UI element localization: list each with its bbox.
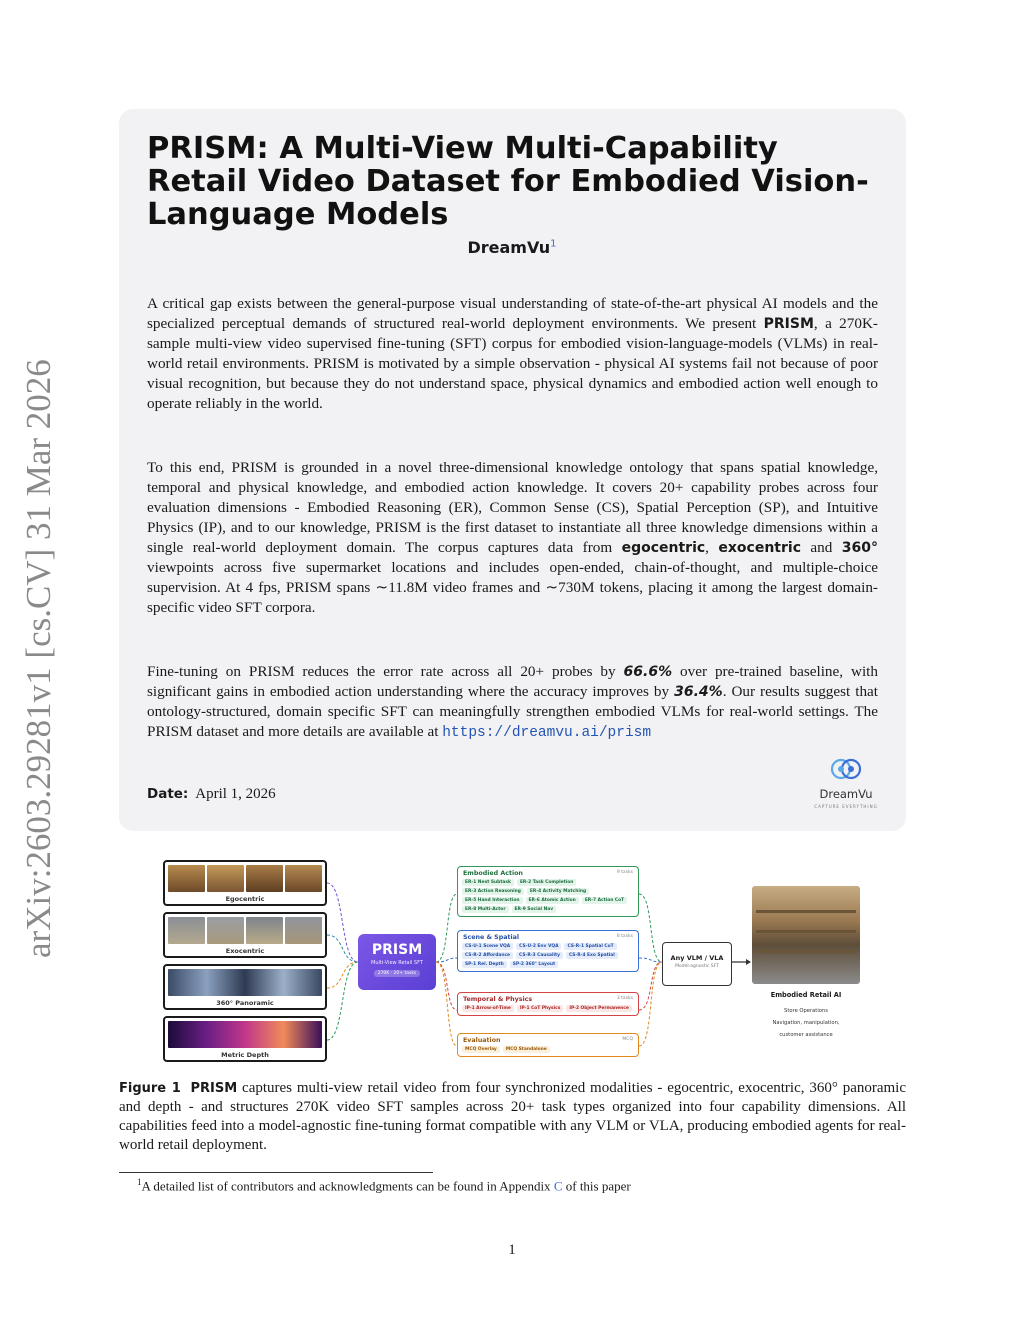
abstract-text: over pre-trained baseline, with significant gains in embodied action understanding where the accuracy improves by xyxy=(147,663,878,700)
abstract-text: , xyxy=(705,539,719,556)
group-chips xyxy=(458,879,638,916)
task-chip: CS-R-2 Affordance xyxy=(462,952,513,959)
footnote xyxy=(137,1177,631,1194)
vlm-node xyxy=(662,942,732,986)
retail-robot-photo xyxy=(752,886,860,984)
task-chip: CS-U-2 Env VQA xyxy=(516,943,561,950)
task-chip: SP-1 Rel. Depth xyxy=(462,961,507,968)
viewpoint-egocentric: egocentric xyxy=(621,540,706,556)
prism-node-subtitle: Multi-View Retail SFT xyxy=(371,960,423,966)
prism-node-title: PRISM xyxy=(371,942,423,958)
caption-text: captures multi-view retail video from four synchronized modalities - egocentric, exocentric, 360° panoramic and depth - and structures 270K video SFT samples across 20+ task types organized into four capability dimensions. All capabilities feed into a model-agnostic fine-tuning format compatible with any VLM or VLA, producing embodied agents for real-world retail deployment. xyxy=(119,1080,906,1153)
paper-title: PRISM: A Multi-View Multi-Capability Retail Video Dataset for Embodied Vision-Language Models xyxy=(147,131,869,232)
author-line xyxy=(0,238,1024,257)
abstract-paragraph-3 xyxy=(147,662,878,743)
prism-node-badge: 270K · 20+ tasks xyxy=(374,970,420,977)
task-chip: ER-7 Action CoT xyxy=(582,897,627,904)
output-title: Embodied Retail AI xyxy=(770,991,842,999)
page-number: 1 xyxy=(508,1242,516,1258)
output-lines xyxy=(740,1005,872,1041)
group-chips xyxy=(458,943,638,971)
footnote-rule xyxy=(119,1172,433,1173)
figure-1 xyxy=(160,858,880,1073)
group-evaluation xyxy=(457,1033,639,1057)
task-chip: CS-R-1 Spatial CoT xyxy=(564,943,616,950)
group-title: Scene & Spatial xyxy=(463,934,520,941)
group-embodied-action xyxy=(457,866,639,917)
group-count: 8 tasks xyxy=(616,934,633,939)
viewpoint-exocentric: exocentric xyxy=(718,540,801,556)
modality-metric-depth xyxy=(163,1016,327,1062)
dataset-name: PRISM xyxy=(763,316,814,332)
output-line: Store Operations xyxy=(784,1008,828,1014)
task-chip: SP-2 360° Layout xyxy=(510,961,558,968)
task-chip: ER-4 Activity Matching xyxy=(527,888,589,895)
vlm-node-title: Any VLM / VLA xyxy=(670,954,724,962)
date-value: April 1, 2026 xyxy=(195,786,276,802)
abstract-paragraph-1 xyxy=(147,294,878,414)
task-chip: ER-5 Hand Interaction xyxy=(462,897,523,904)
task-chip: ER-9 Social Nav xyxy=(512,906,557,913)
group-count: 9 tasks xyxy=(616,870,633,875)
modality-360-panoramic xyxy=(163,964,327,1010)
footnote-text: of this paper xyxy=(562,1178,631,1194)
logo-wordmark: DreamVu xyxy=(819,787,873,801)
group-scene-spatial xyxy=(457,930,639,972)
task-chip: IP-1 CoT Physics xyxy=(517,1005,563,1012)
task-chip: CS-U-1 Scene VQA xyxy=(462,943,513,950)
task-chip: IP-1 Arrow-of-Time xyxy=(462,1005,514,1012)
output-line: Navigation, manipulation, xyxy=(772,1020,840,1026)
task-chip: ER-2 Task Completion xyxy=(517,879,576,886)
logo-tagline: CAPTURE EVERYTHING xyxy=(814,804,878,809)
error-reduction-stat: 66.6% xyxy=(623,664,673,680)
viewpoint-360: 360° xyxy=(841,540,878,556)
group-count: MCQ xyxy=(622,1037,633,1042)
figure-caption xyxy=(119,1079,906,1155)
task-chip: CS-R-3 Causality xyxy=(516,952,563,959)
arxiv-stamp: arXiv:2603.29281v1 [cs.CV] 31 Mar 2026 xyxy=(19,359,58,958)
task-chip: CS-R-4 Exo Spatial xyxy=(566,952,618,959)
date-line xyxy=(147,786,276,803)
task-chip: ER-8 Multi-Actor xyxy=(462,906,509,913)
caption-bold: PRISM xyxy=(190,1081,238,1096)
prism-node xyxy=(358,934,436,990)
footnote-mark: 1 xyxy=(137,1177,142,1187)
author-footnote-mark[interactable]: 1 xyxy=(550,238,557,250)
depth-frame xyxy=(168,1021,322,1048)
footnote-text: A detailed list of contributors and acknowledgments can be found in Appendix xyxy=(141,1178,554,1194)
appendix-link[interactable]: C xyxy=(553,1178,563,1194)
modality-label: 360° Panoramic xyxy=(216,999,274,1007)
figure-label: Figure 1 xyxy=(119,1081,181,1096)
abstract-text: . Our results suggest that ontology-structured, domain specific SFT can meaningfully strengthen embodied VLMs for real-world settings. The PRISM dataset and more details are available at xyxy=(147,683,879,740)
project-url-link[interactable]: https://dreamvu.ai/prism xyxy=(442,725,652,741)
abstract-text: A critical gap exists between the general-purpose visual understanding of state-of-the-art physical AI models and the specialized perceptual demands of structured real-world deployment environments. We present xyxy=(147,295,878,332)
exocentric-frames xyxy=(168,917,322,944)
modality-exocentric xyxy=(163,912,327,958)
output-caption xyxy=(740,991,872,1041)
abstract-text: To this end, PRISM is grounded in a novel three-dimensional knowledge ontology that spans spatial knowledge, temporal and physical knowledge, and embodied action knowledge. It covers 20+ capability probes across four evaluation dimensions - Embodied Reasoning (ER), Common Sense (CS), Spatial Perception (SP), and Intuitive Physics (IP), and to our knowledge, PRISM is the first dataset to instantiate all three knowledge dimensions within a single real-world deployment domain. The corpus captures data from xyxy=(147,459,878,556)
vlm-node-subtitle: Model-agnostic SFT xyxy=(675,964,719,969)
group-title: Temporal & Physics xyxy=(463,996,533,1003)
task-chip: MCQ Standalone xyxy=(503,1046,550,1053)
modality-label: Egocentric xyxy=(225,895,265,903)
modality-label: Exocentric xyxy=(225,947,265,955)
abstract-paragraph-2 xyxy=(147,458,878,618)
dreamvu-logo-icon xyxy=(826,758,866,780)
group-chips xyxy=(458,1046,638,1056)
abstract-text: and xyxy=(801,539,842,556)
abstract-text: Fine-tuning on PRISM reduces the error rate across all 20+ probes by xyxy=(147,663,624,680)
group-temporal-physics xyxy=(457,992,639,1016)
author-name: DreamVu xyxy=(467,238,551,257)
group-chips xyxy=(458,1005,638,1015)
task-chip: ER-3 Action Reasoning xyxy=(462,888,524,895)
abstract-text: viewpoints across five supermarket locations and includes open-ended, chain-of-thought, and multiple-choice supervision. At 4 fps, PRISM spans ∼11.8M video frames and ∼730M tokens, placing it among the largest domain-specific video SFT corpora. xyxy=(147,559,878,616)
task-chip: MCQ Overlay xyxy=(462,1046,500,1053)
abstract-text: , a 270K-sample multi-view video supervised fine-tuning (SFT) corpus for embodied vision-language-models (VLMs) in real-world retail environments. PRISM is motivated by a simple observation - physical AI systems fail not because of poor visual recognition, but because they do not understand space, physical dynamics and embodied action well enough to operate reliably in the world. xyxy=(147,315,878,412)
group-title: Embodied Action xyxy=(463,870,523,877)
accuracy-gain-stat: 36.4% xyxy=(674,684,723,700)
egocentric-frames xyxy=(168,865,322,892)
group-title: Evaluation xyxy=(463,1037,501,1044)
task-chip: ER-6 Atomic Action xyxy=(526,897,579,904)
dreamvu-logo xyxy=(814,758,878,809)
modality-label: Metric Depth xyxy=(221,1051,269,1059)
group-count: 3 tasks xyxy=(616,996,633,1001)
panoramic-frame xyxy=(168,969,322,996)
task-chip: ER-1 Next Subtask xyxy=(462,879,514,886)
date-label: Date: xyxy=(147,786,189,802)
task-chip: IP-2 Object Permanence xyxy=(566,1005,631,1012)
modality-egocentric xyxy=(163,860,327,906)
output-line: customer assistance xyxy=(779,1032,833,1038)
